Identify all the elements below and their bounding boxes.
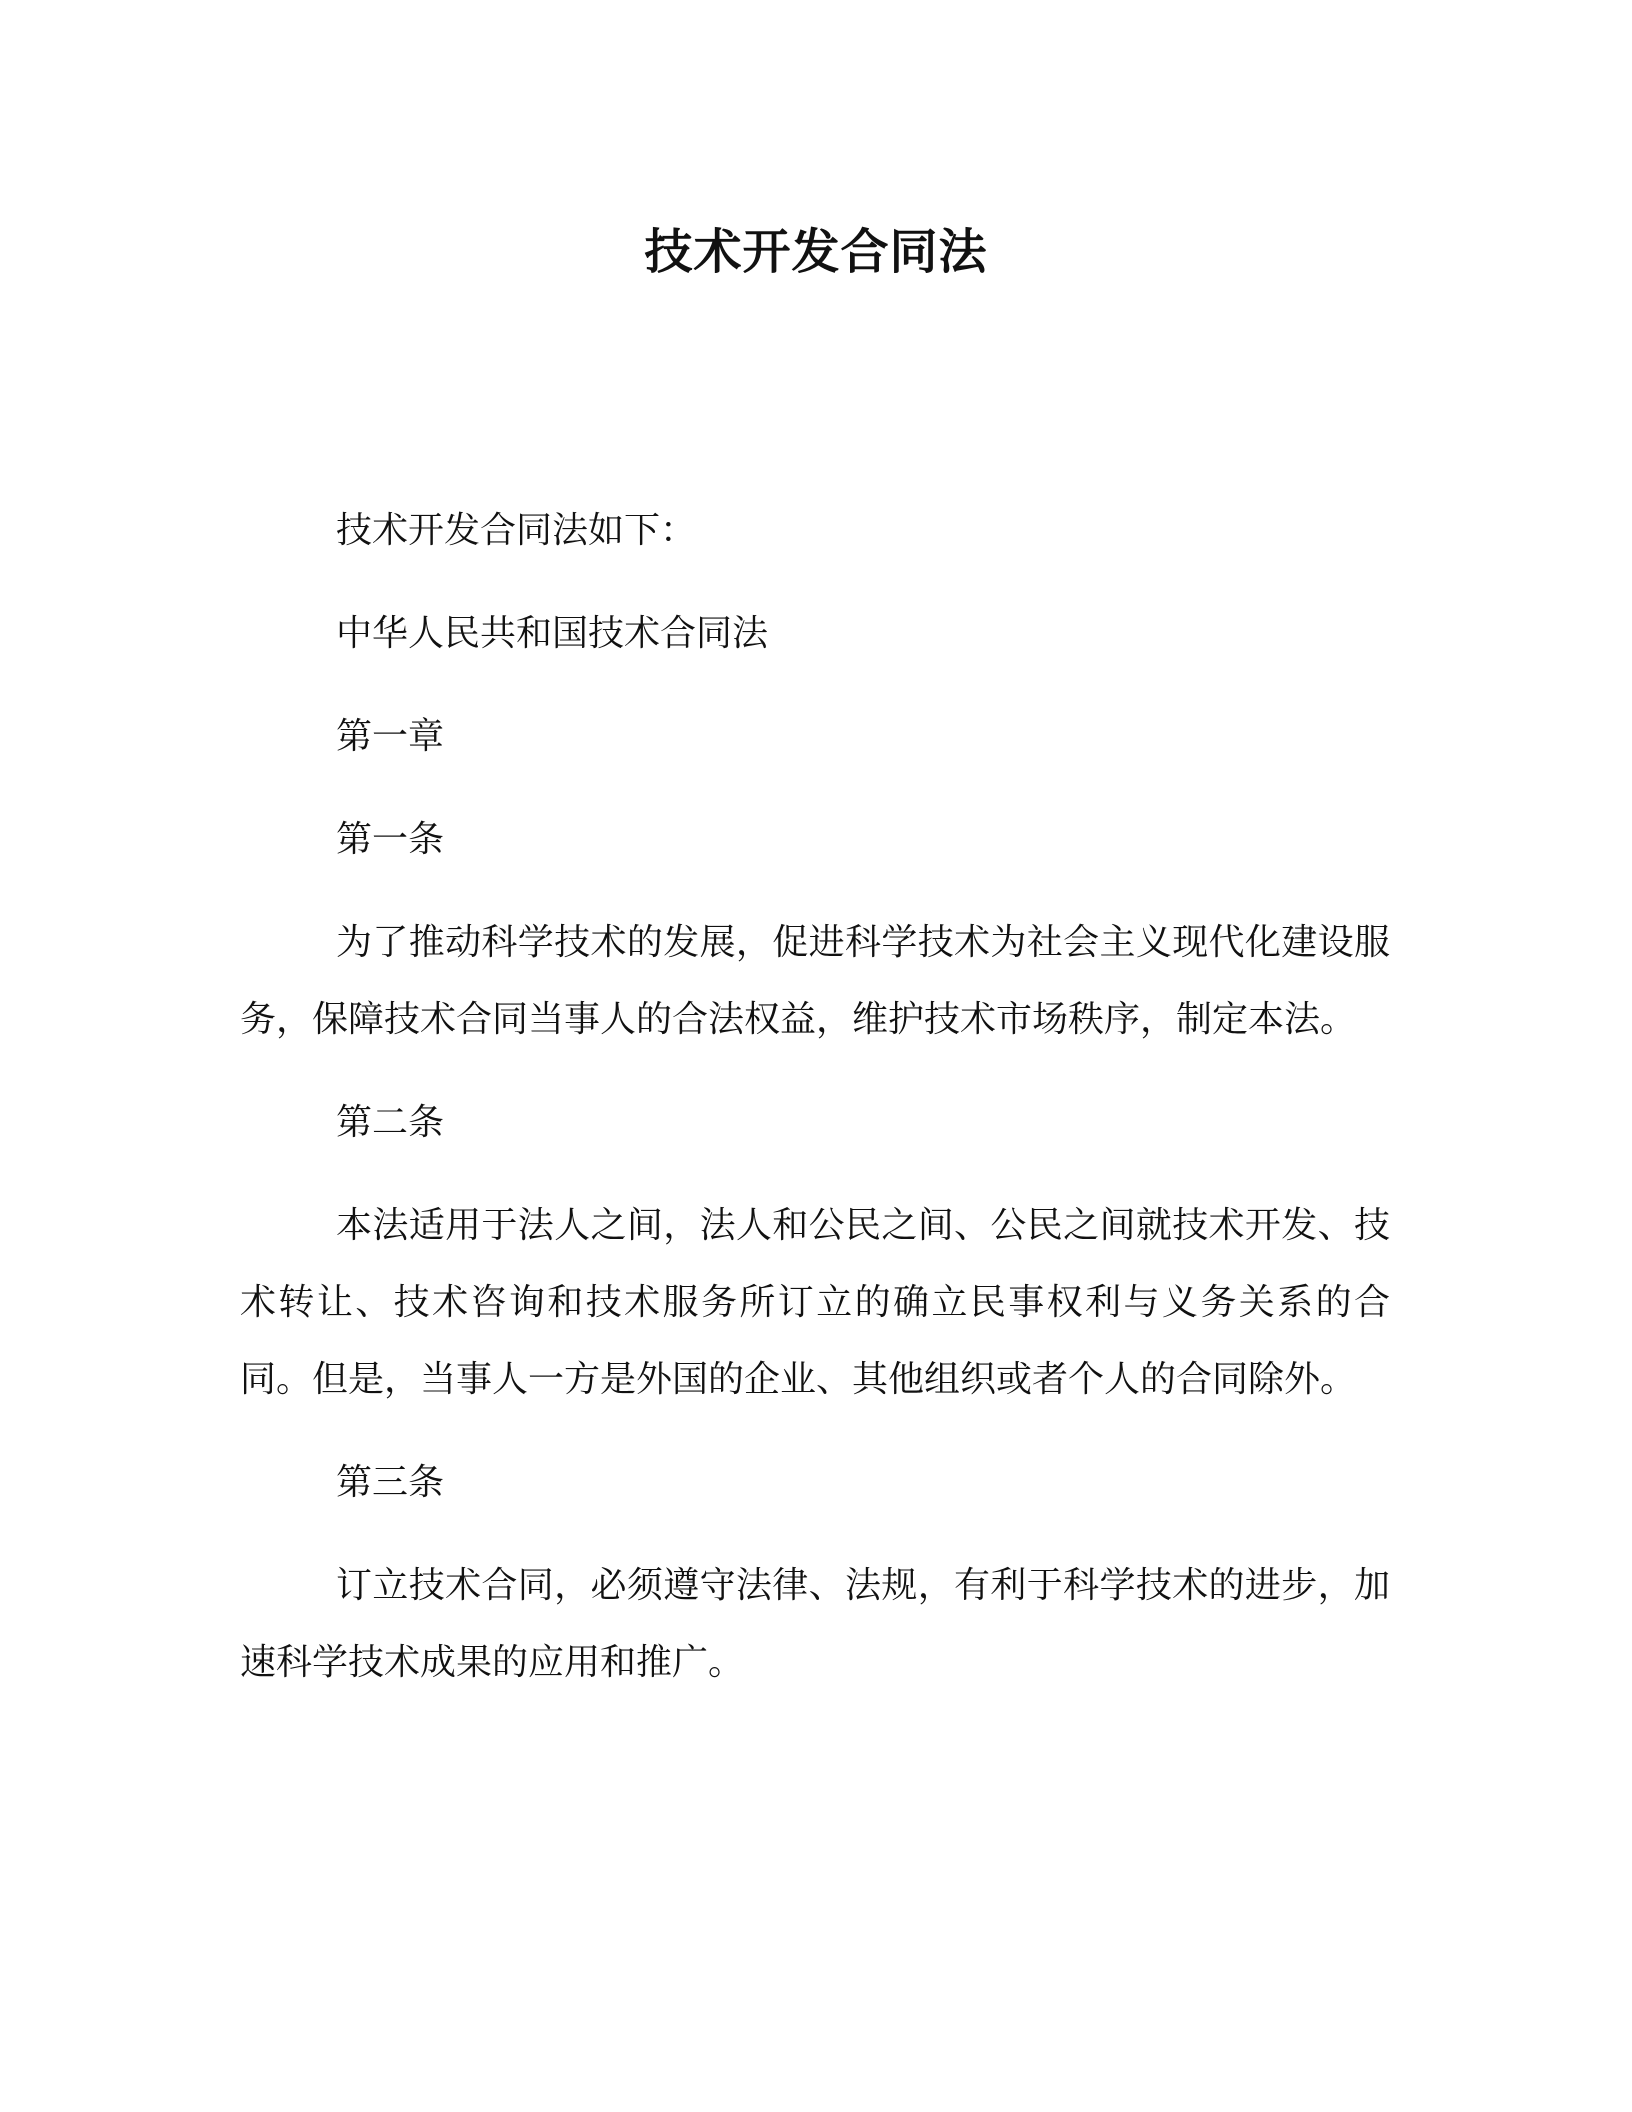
article-3-heading: 第三条 xyxy=(336,1462,445,1503)
document-body xyxy=(240,492,1390,1727)
intro-paragraph: 技术开发合同法如下： xyxy=(336,510,697,551)
chapter-heading: 第一章 xyxy=(336,716,445,757)
article-2-heading: 第二条 xyxy=(336,1102,445,1143)
article-1-text: 为了推动科学技术的发展，促进科学技术为社会主义现代化建设服务，保障技术合同当事人的合法权益，维护技术市场秩序，制定本法。 xyxy=(240,922,1390,1040)
document-title: 技术开发合同法 xyxy=(644,224,988,280)
article-3-text: 订立技术合同，必须遵守法律、法规，有利于科学技术的进步，加速科学技术成果的应用和推广。 xyxy=(240,1565,1390,1683)
article-1-heading: 第一条 xyxy=(336,819,445,860)
article-2-text: 本法适用于法人之间，法人和公民之间、公民之间就技术开发、技术转让、技术咨询和技术服务所订立的确立民事权利与义务关系的合同。但是，当事人一方是外国的企业、其他组织或者个人的合同除外。 xyxy=(240,1205,1390,1400)
law-name-paragraph: 中华人民共和国技术合同法 xyxy=(336,613,769,654)
